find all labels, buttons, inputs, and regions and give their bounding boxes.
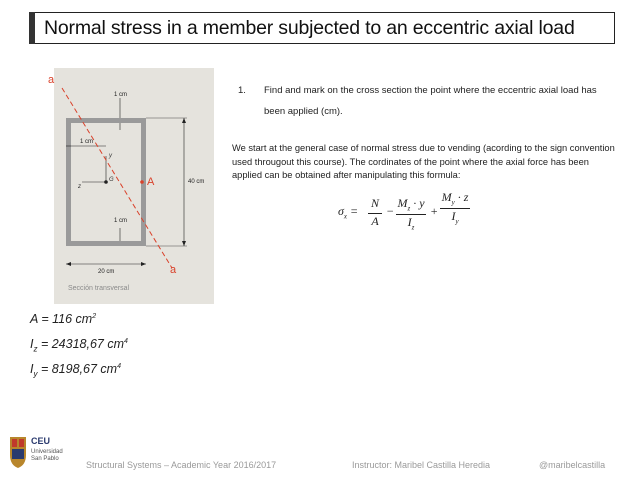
dim-mid-label: 1 cm — [114, 218, 128, 224]
point-a-marker — [140, 180, 144, 184]
formula-lhs: $\sigma_x$ = — [338, 204, 359, 221]
footer-handle: @maribelcastilla — [539, 460, 606, 470]
logo-subtitle: Universidad San Pablo — [31, 449, 63, 462]
footer-instructor: Instructor: Maribel Castilla Heredia — [352, 460, 491, 470]
task-text: Find and mark on the cross section the point where the eccentric axial load has been applied (cm). — [264, 85, 597, 117]
slide-title: Normal stress in a member subjected to an eccentric axial load — [44, 17, 575, 39]
logo-name: CEU — [31, 436, 51, 446]
term-n-over-a: N A — [368, 196, 382, 229]
label-point-a: A — [147, 176, 155, 188]
dim-left-label: 1 cm — [80, 139, 94, 145]
dim-top-label: 1 cm — [114, 92, 128, 98]
label-a-top: a — [48, 74, 55, 86]
title-bar — [29, 12, 615, 44]
cross-section-figure — [48, 68, 214, 304]
label-a-bottom: a — [170, 264, 177, 276]
university-crest-icon — [8, 435, 28, 469]
term-mz: $M_z \cdot y$ $I_z$ — [397, 196, 425, 232]
task-number: 1. — [238, 85, 246, 96]
iy-row: $I_y = 8198,67$ $cm^4$ — [30, 362, 121, 379]
footer-course: Structural Systems – Academic Year 2016/2017 — [86, 460, 277, 470]
dim-width-label: 20 cm — [98, 269, 115, 275]
label-g: G — [109, 177, 114, 183]
centroid-point — [104, 180, 108, 184]
iz-row: $I_z = 24318,67$ $cm^4$ — [30, 337, 128, 354]
explanation-paragraph: We start at the general case of normal stress due to vending (acording to the sign convention used througout this course). The cordinates of the point where the axial force has been applied can be obtained after manipulating this formula: — [232, 143, 615, 180]
area-row: A = 116 $cm^2$ — [30, 312, 97, 326]
title-accent — [29, 12, 35, 44]
label-z: z — [78, 184, 81, 190]
label-y: y — [109, 153, 112, 159]
figure-caption: Sección transversal — [68, 285, 130, 292]
dim-height-label: 40 cm — [188, 179, 205, 185]
term-my: $M_y \cdot z$ $I_y$ — [441, 190, 469, 226]
